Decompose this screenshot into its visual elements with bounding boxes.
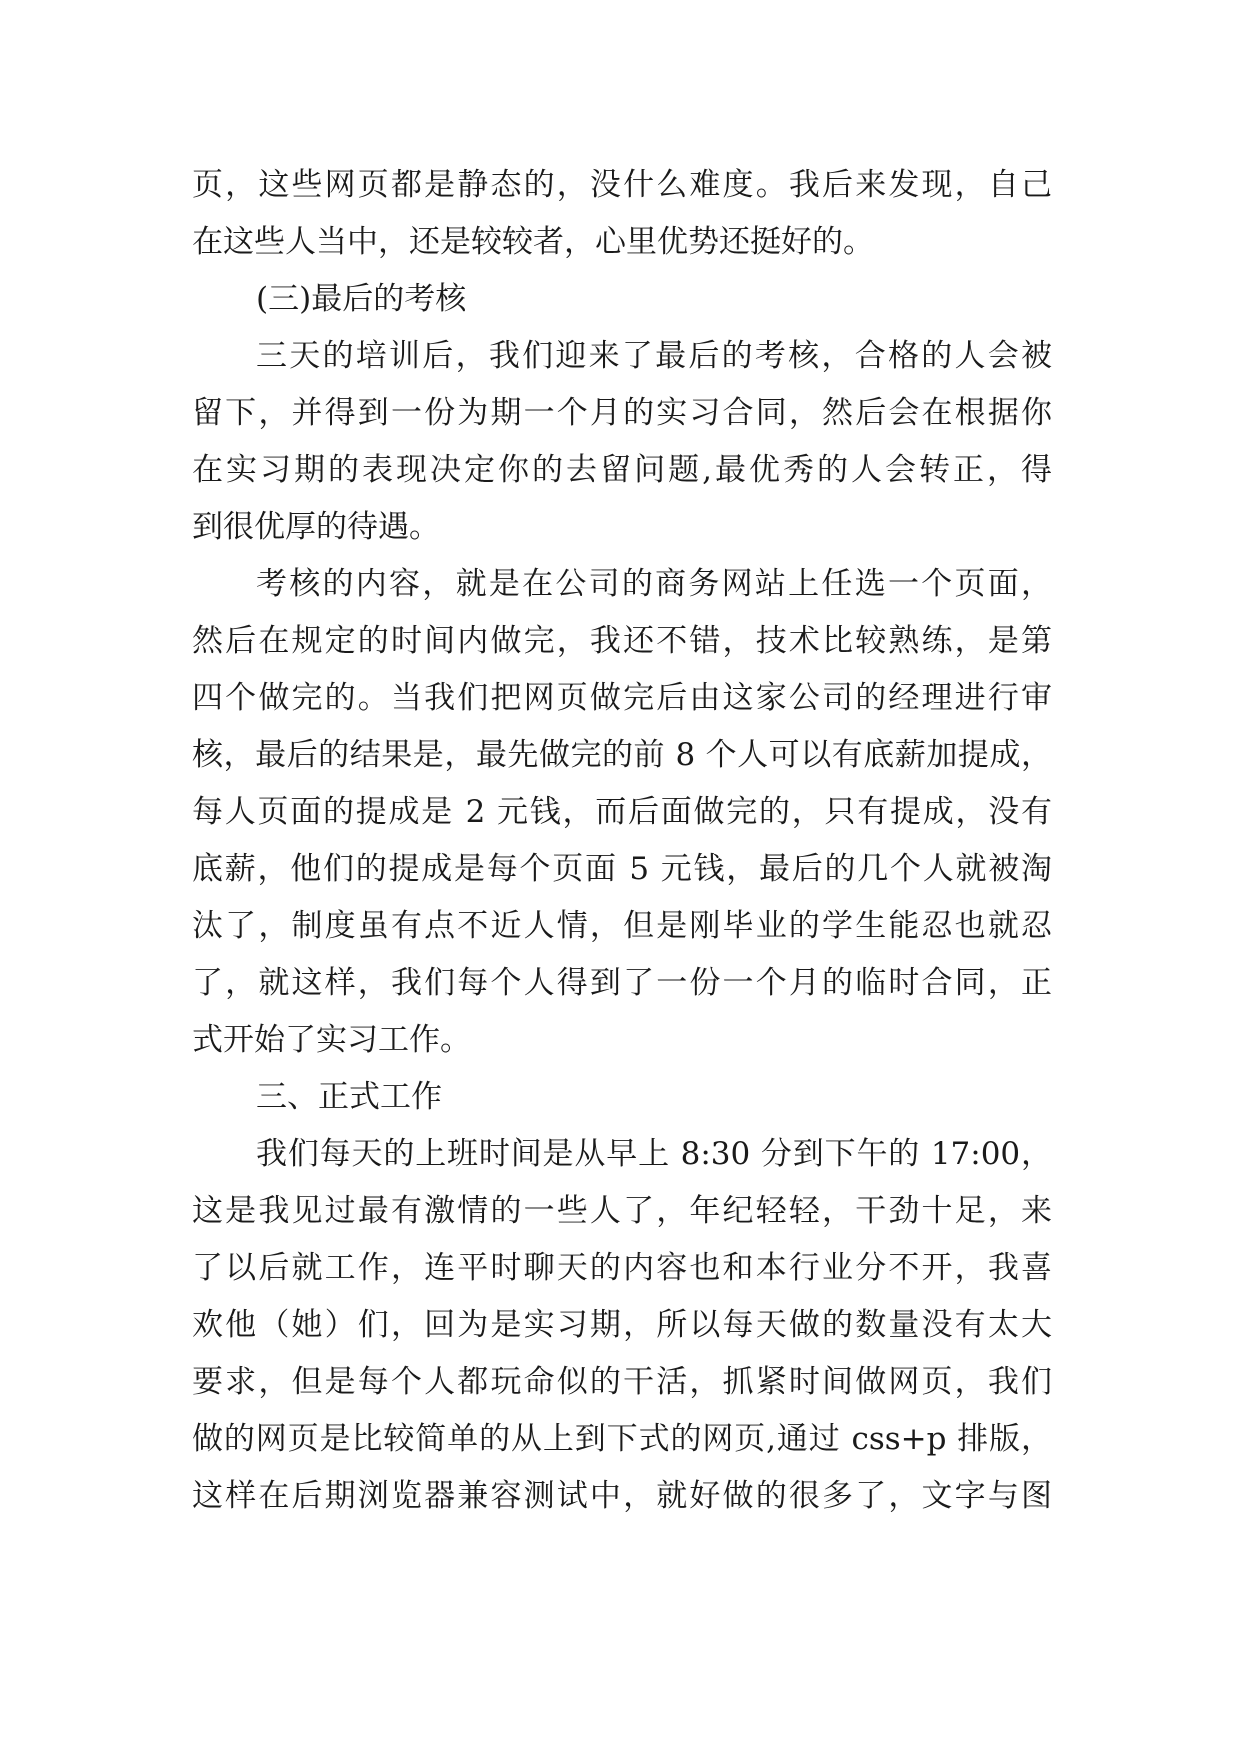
- text-line: 四个做完的。当我们把网页做完后由这家公司的经理进行审: [192, 680, 1052, 716]
- text-line: 我们每天的上班时间是从早上 8:30 分到下午的 17:00，: [256, 1136, 1052, 1172]
- section-heading: 三、正式工作: [256, 1079, 442, 1115]
- text-line: 考核的内容，就是在公司的商务网站上任选一个页面，: [256, 566, 1052, 602]
- text-line: 汰了，制度虽有点不近人情，但是刚毕业的学生能忍也就忍: [192, 908, 1052, 944]
- text-line: 了，就这样，我们每个人得到了一份一个月的临时合同，正: [192, 965, 1052, 1001]
- text-line: 三天的培训后，我们迎来了最后的考核，合格的人会被: [256, 338, 1052, 374]
- text-line: 这是我见过最有激情的一些人了，年纪轻轻，干劲十足，来: [192, 1193, 1052, 1229]
- text-line: 了以后就工作，连平时聊天的内容也和本行业分不开，我喜: [192, 1250, 1052, 1286]
- text-line: 核，最后的结果是，最先做完的前 8 个人可以有底薪加提成，: [192, 737, 1052, 773]
- text-line: 欢他（她）们，回为是实习期，所以每天做的数量没有太大: [192, 1307, 1052, 1343]
- text-line: 做的网页是比较简单的从上到下式的网页,通过 css+p 排版，: [192, 1421, 1052, 1457]
- text-line: 然后在规定的时间内做完，我还不错，技术比较熟练，是第: [192, 623, 1052, 659]
- text-line: 要求，但是每个人都玩命似的干活，抓紧时间做网页，我们: [192, 1364, 1052, 1400]
- text-line: 这样在后期浏览器兼容测试中，就好做的很多了，文字与图: [192, 1478, 1052, 1514]
- text-line: 每人页面的提成是 2 元钱，而后面做完的，只有提成，没有: [192, 794, 1052, 830]
- text-line: 留下，并得到一份为期一个月的实习合同，然后会在根据你: [192, 395, 1052, 431]
- text-line: 在这些人当中，还是较较者，心里优势还挺好的。: [192, 224, 874, 260]
- section-heading: (三)最后的考核: [256, 281, 467, 317]
- text-line: 式开始了实习工作。: [192, 1022, 471, 1058]
- text-line: 在实习期的表现决定你的去留问题,最优秀的人会转正，得: [192, 452, 1052, 488]
- text-line: 到很优厚的待遇。: [192, 509, 440, 545]
- text-line: 页，这些网页都是静态的，没什么难度。我后来发现，自己: [192, 167, 1052, 203]
- text-line: 底薪，他们的提成是每个页面 5 元钱，最后的几个人就被淘: [192, 851, 1052, 887]
